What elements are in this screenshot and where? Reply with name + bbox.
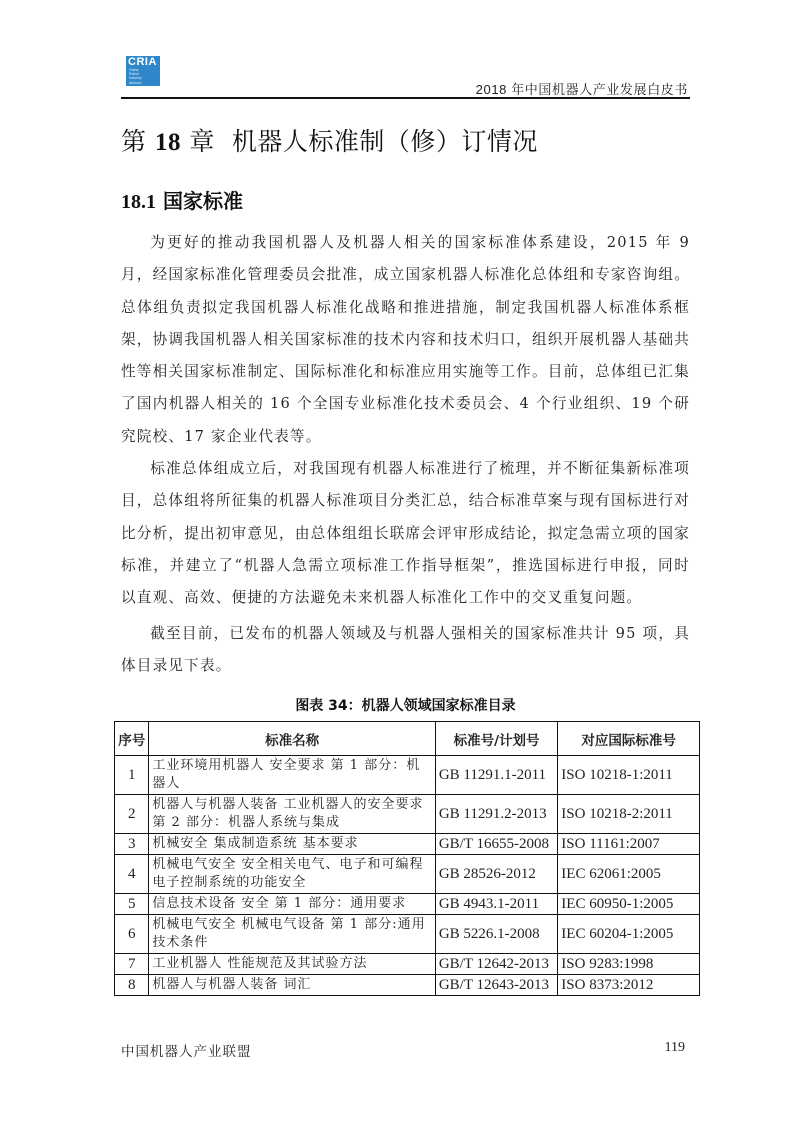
row-code: GB 4943.1-2011 <box>435 894 557 915</box>
row-intl: ISO 11161:2007 <box>558 834 700 855</box>
logo-subtext-line: Robot <box>129 72 139 77</box>
section-title <box>121 185 243 214</box>
body-paragraph: 标准总体组成立后，对我国现有机器人标准进行了梳理，并不断征集新标准项目，总体组将所征集的机器人标准项目分类汇总，结合标准草案与现有国标进行对比分析，提出初审意见，由总体组组长联席会评审形成结论，拟定急需立项的国家标准，并建立了“机器人急需立项标准工作指导框架”，推选国标进行申报，同时以直观、高效、便捷的方法避免未来机器人标准化工作中的交叉重复问题。 <box>121 460 690 607</box>
column-header-code: 标准号/计划号 <box>435 722 557 756</box>
row-intl: ISO 10218-2:2011 <box>558 795 700 834</box>
row-index: 3 <box>115 834 149 855</box>
row-intl: IEC 60204-1:2005 <box>558 915 700 954</box>
page-number: 119 <box>664 1040 685 1055</box>
logo-subtext-line: China <box>129 68 139 72</box>
section-name: 国家标准 <box>162 189 243 213</box>
row-index: 6 <box>115 915 149 954</box>
row-intl: IEC 60950-1:2005 <box>558 894 700 915</box>
footer-organization: 中国机器人产业联盟 <box>121 1044 252 1060</box>
row-code: GB 28526-2012 <box>435 855 557 894</box>
row-index: 8 <box>115 975 149 996</box>
row-intl: ISO 9283:1998 <box>558 954 700 975</box>
chapter-number: 18 <box>154 129 181 156</box>
row-name: 机械电气安全 安全相关电气、电子和可编程电子控制系统的功能安全 <box>149 855 435 894</box>
row-code: GB 5226.1-2008 <box>435 915 557 954</box>
table-row <box>115 975 700 996</box>
running-header-title: 2018 年中国机器人产业发展白皮书 <box>475 82 688 97</box>
row-index: 1 <box>115 756 149 795</box>
logo-subtext-line: Industry <box>129 76 142 81</box>
row-name: 机器人与机器人装备 工业机器人的安全要求 第 2 部分：机器人系统与集成 <box>149 795 435 834</box>
row-code: GB/T 16655-2008 <box>435 834 557 855</box>
row-name: 机械电气安全 机械电气设备 第 1 部分:通用技术条件 <box>149 915 435 954</box>
table-row <box>115 954 700 975</box>
row-intl: ISO 8373:2012 <box>558 975 700 996</box>
standards-table <box>114 721 700 996</box>
row-index: 5 <box>115 894 149 915</box>
table-row <box>115 756 700 795</box>
body-paragraph: 截至目前，已发布的机器人领域及与机器人强相关的国家标准共计 95 项，具体目录见下表。 <box>121 625 690 675</box>
row-code: GB/T 12642-2013 <box>435 954 557 975</box>
table-caption: 图表 34：机器人领域国家标准目录 <box>295 698 516 714</box>
row-index: 7 <box>115 954 149 975</box>
row-intl: IEC 62061:2005 <box>558 855 700 894</box>
section-number: 18.1 <box>121 191 156 213</box>
logo-subtext-line: Alliance <box>129 80 142 85</box>
row-index: 2 <box>115 795 149 834</box>
table-row <box>115 894 700 915</box>
row-name: 工业机器人 性能规范及其试验方法 <box>149 954 435 975</box>
row-index: 4 <box>115 855 149 894</box>
table-row <box>115 834 700 855</box>
column-header-index: 序号 <box>115 722 149 756</box>
chapter-name: 机器人标准制（修）订情况 <box>231 127 538 156</box>
column-header-name: 标准名称 <box>149 722 435 756</box>
row-code: GB 11291.1-2011 <box>435 756 557 795</box>
row-name: 机器人与机器人装备 词汇 <box>149 975 435 996</box>
column-header-intl: 对应国际标准号 <box>558 722 700 756</box>
row-name: 信息技术设备 安全 第 1 部分：通用要求 <box>149 894 435 915</box>
header-divider <box>121 97 690 99</box>
table-row <box>115 855 700 894</box>
row-code: GB/T 12643-2013 <box>435 975 557 996</box>
row-intl: ISO 10218-1:2011 <box>558 756 700 795</box>
chapter-title <box>121 122 538 158</box>
logo-subtext <box>129 68 142 85</box>
logo-text: CRIA <box>128 56 157 68</box>
chapter-suffix: 章 <box>189 127 215 156</box>
cria-logo <box>126 56 160 86</box>
table-header-row <box>115 722 700 756</box>
row-name: 工业环境用机器人 安全要求 第 1 部分：机器人 <box>149 756 435 795</box>
row-name: 机械安全 集成制造系统 基本要求 <box>149 834 435 855</box>
chapter-prefix: 第 <box>121 127 147 156</box>
table-row <box>115 795 700 834</box>
table-row <box>115 915 700 954</box>
body-paragraph: 为更好的推动我国机器人及机器人相关的国家标准体系建设，2015 年 9 月，经国家标准化管理委员会批准，成立国家机器人标准化总体组和专家咨询组。总体组负责拟定我国机器人标准化战略和推进措施，制定我国机器人标准体系框架，协调我国机器人相关国家标准的技术内容和技术归口，组织开展机器人基础共性等相关国家标准制定、国际标准化和标准应用实施等工作。目前，总体组已汇集了国内机器人相关的 16 个全国专业标准化技术委员会、4 个行业组织、19 个研究院校、17 家企业代表等。 <box>121 234 690 445</box>
row-code: GB 11291.2-2013 <box>435 795 557 834</box>
